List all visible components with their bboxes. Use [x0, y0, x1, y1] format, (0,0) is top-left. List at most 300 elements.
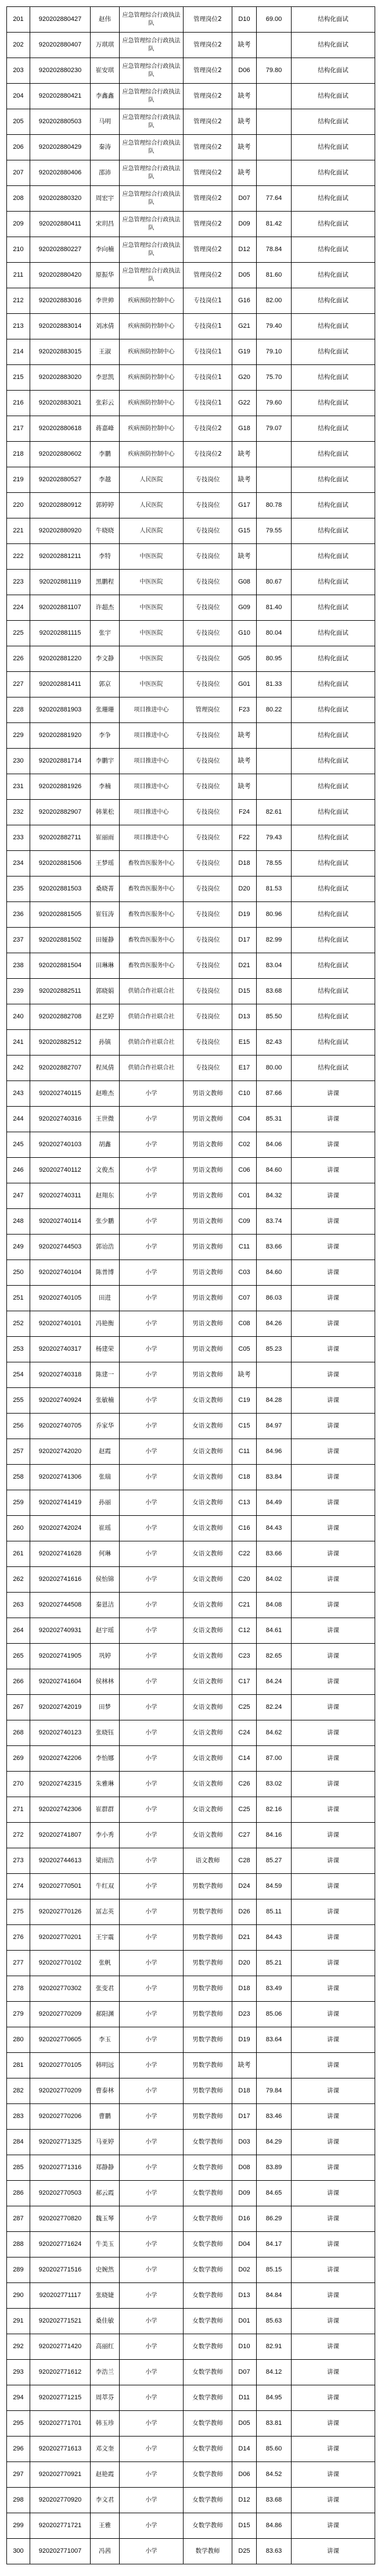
table-row	[7, 186, 375, 212]
interview-type-cell: 讲课	[292, 1414, 375, 1439]
interview-type-cell: 讲课	[292, 1541, 375, 1567]
position-cell: 女语文教师	[184, 1516, 232, 1541]
candidate-name-cell: 魏玉琴	[91, 2206, 120, 2232]
candidate-name-cell: 孙丽	[91, 1490, 120, 1516]
candidate-id-cell: 920202880227	[30, 237, 91, 263]
score-cell: 84.17	[257, 2232, 292, 2257]
recruiting-unit-cell: 小学	[120, 2385, 184, 2411]
seat-number-cell: C28	[232, 1848, 257, 1874]
table-row	[7, 2257, 375, 2283]
candidate-name-cell: 韩明远	[91, 2053, 120, 2078]
seat-number-cell: D09	[232, 2181, 257, 2206]
row-number-cell: 233	[7, 825, 30, 851]
table-row	[7, 2309, 375, 2334]
row-number-cell: 241	[7, 1030, 30, 1056]
recruiting-unit-cell: 小学	[120, 2002, 184, 2027]
interview-type-cell: 讲课	[292, 1695, 375, 1720]
candidate-id-cell: 920202881506	[30, 851, 91, 876]
candidate-id-cell: 920202770605	[30, 2027, 91, 2053]
interview-type-cell: 讲课	[292, 1899, 375, 1925]
seat-number-cell: D20	[232, 876, 257, 902]
interview-type-cell: 讲课	[292, 2283, 375, 2309]
interview-type-cell: 讲课	[292, 1567, 375, 1593]
position-cell: 专技岗位	[184, 876, 232, 902]
candidate-name-cell: 李鹏	[91, 442, 120, 467]
candidate-id-cell: 920202882707	[30, 1056, 91, 1081]
recruiting-unit-cell: 小学	[120, 1388, 184, 1414]
position-cell: 女语文教师	[184, 1797, 232, 1823]
interview-type-cell: 讲课	[292, 1081, 375, 1107]
candidate-name-cell: 程凤倩	[91, 1056, 120, 1081]
candidate-id-cell: 920202883021	[30, 391, 91, 416]
table-row	[7, 1311, 375, 1337]
interview-type-cell: 讲课	[292, 1465, 375, 1490]
seat-number-cell: D06	[232, 2462, 257, 2488]
row-number-cell: 280	[7, 2027, 30, 2053]
candidate-name-cell: 文俊杰	[91, 1158, 120, 1183]
recruiting-unit-cell: 小学	[120, 1235, 184, 1260]
seat-number-cell: G09	[232, 595, 257, 621]
row-number-cell: 214	[7, 339, 30, 365]
row-number-cell: 223	[7, 570, 30, 595]
table-row	[7, 1362, 375, 1388]
candidate-id-cell: 920202770201	[30, 1925, 91, 1951]
candidate-name-cell: 崔瑶	[91, 1516, 120, 1541]
candidate-name-cell: 李世帅	[91, 288, 120, 314]
interview-type-cell: 结构化面试	[292, 416, 375, 442]
seat-number-cell: 缺考	[232, 109, 257, 135]
seat-number-cell: C21	[232, 1593, 257, 1618]
candidate-name-cell: 李浩兰	[91, 2360, 120, 2385]
recruiting-unit-cell: 项目推进中心	[120, 800, 184, 825]
candidate-id-cell: 920202771701	[30, 2411, 91, 2437]
recruiting-unit-cell: 小学	[120, 2437, 184, 2462]
candidate-id-cell: 920202880406	[30, 160, 91, 186]
interview-type-cell: 讲课	[292, 2206, 375, 2232]
candidate-name-cell: 韩莱松	[91, 800, 120, 825]
table-row	[7, 876, 375, 902]
candidate-id-cell: 920202740112	[30, 1158, 91, 1183]
seat-number-cell: D10	[232, 2334, 257, 2360]
score-cell: 80.78	[257, 493, 292, 518]
recruiting-unit-cell: 小学	[120, 2334, 184, 2360]
seat-number-cell: 缺考	[232, 160, 257, 186]
score-cell: 87.66	[257, 1081, 292, 1107]
score-cell: 83.81	[257, 2411, 292, 2437]
recruiting-unit-cell: 小学	[120, 1746, 184, 1772]
position-cell: 专技岗位	[184, 774, 232, 800]
position-cell: 管理岗位2	[184, 135, 232, 160]
seat-number-cell: G01	[232, 672, 257, 697]
candidate-id-cell: 920202740931	[30, 1618, 91, 1644]
seat-number-cell: F22	[232, 825, 257, 851]
table-row	[7, 621, 375, 646]
table-row	[7, 237, 375, 263]
table-row	[7, 1848, 375, 1874]
score-cell: 82.65	[257, 1644, 292, 1669]
score-cell: 82.91	[257, 2334, 292, 2360]
seat-number-cell: C10	[232, 1081, 257, 1107]
recruiting-unit-cell: 小学	[120, 2539, 184, 2564]
seat-number-cell: D12	[232, 237, 257, 263]
table-row	[7, 2385, 375, 2411]
row-number-cell: 212	[7, 288, 30, 314]
candidate-name-cell: 原振华	[91, 263, 120, 288]
seat-number-cell: 缺考	[232, 544, 257, 570]
seat-number-cell: D10	[232, 7, 257, 33]
candidate-id-cell: 920202740104	[30, 1260, 91, 1286]
table-row	[7, 2488, 375, 2513]
table-row	[7, 135, 375, 160]
recruiting-unit-cell: 疾病预防控制中心	[120, 365, 184, 391]
row-number-cell: 252	[7, 1311, 30, 1337]
interview-type-cell: 讲课	[292, 1209, 375, 1235]
recruiting-unit-cell: 小学	[120, 1362, 184, 1388]
score-cell: 84.60	[257, 1260, 292, 1286]
position-cell: 专技岗位	[184, 749, 232, 774]
seat-number-cell: C12	[232, 1618, 257, 1644]
position-cell: 男语文教师	[184, 1235, 232, 1260]
score-cell: 82.61	[257, 800, 292, 825]
seat-number-cell: G10	[232, 621, 257, 646]
position-cell: 女数学教师	[184, 2257, 232, 2283]
row-number-cell: 266	[7, 1669, 30, 1695]
seat-number-cell: D18	[232, 851, 257, 876]
candidate-name-cell: 李越	[91, 467, 120, 493]
table-row	[7, 1925, 375, 1951]
row-number-cell: 300	[7, 2539, 30, 2564]
seat-number-cell: F24	[232, 800, 257, 825]
seat-number-cell: 缺考	[232, 723, 257, 749]
table-row	[7, 1797, 375, 1823]
position-cell: 女语文教师	[184, 1720, 232, 1746]
recruiting-unit-cell: 应急管理综合行政执法队	[120, 263, 184, 288]
position-cell: 管理岗位2	[184, 263, 232, 288]
candidate-id-cell: 920202880421	[30, 84, 91, 109]
candidate-id-cell: 920202880429	[30, 135, 91, 160]
recruiting-unit-cell: 小学	[120, 1260, 184, 1286]
candidate-id-cell: 920202880618	[30, 416, 91, 442]
table-row	[7, 1746, 375, 1772]
candidate-name-cell: 秦涛	[91, 135, 120, 160]
row-number-cell: 281	[7, 2053, 30, 2078]
score-cell: 84.59	[257, 1874, 292, 1899]
candidate-name-cell: 曹泰林	[91, 2078, 120, 2104]
row-number-cell: 273	[7, 1848, 30, 1874]
seat-number-cell: G17	[232, 493, 257, 518]
position-cell: 女数学教师	[184, 2411, 232, 2437]
recruiting-unit-cell: 中医医院	[120, 621, 184, 646]
candidate-name-cell: 乔家华	[91, 1414, 120, 1439]
candidate-name-cell: 陈普博	[91, 1260, 120, 1286]
position-cell: 女数学教师	[184, 2181, 232, 2206]
candidate-name-cell: 邓文奎	[91, 2437, 120, 2462]
table-row	[7, 1030, 375, 1056]
row-number-cell: 219	[7, 467, 30, 493]
score-cell	[257, 774, 292, 800]
candidate-id-cell: 920202883014	[30, 314, 91, 339]
score-cell: 86.29	[257, 2206, 292, 2232]
recruiting-unit-cell: 中医医院	[120, 672, 184, 697]
row-number-cell: 271	[7, 1797, 30, 1823]
score-cell: 85.21	[257, 1951, 292, 1976]
table-row	[7, 2437, 375, 2462]
position-cell: 男语文教师	[184, 1362, 232, 1388]
position-cell: 专技岗位	[184, 493, 232, 518]
candidate-id-cell: 920202882511	[30, 979, 91, 1004]
candidate-id-cell: 920202770105	[30, 2053, 91, 2078]
table-row	[7, 1567, 375, 1593]
score-cell: 81.40	[257, 595, 292, 621]
table-row	[7, 1337, 375, 1362]
table-row	[7, 1899, 375, 1925]
recruiting-unit-cell: 应急管理综合行政执法队	[120, 186, 184, 212]
interview-type-cell: 讲课	[292, 2360, 375, 2385]
position-cell: 男语文教师	[184, 1337, 232, 1362]
interview-type-cell: 讲课	[292, 2257, 375, 2283]
interview-type-cell: 讲课	[292, 1439, 375, 1465]
position-cell: 管理岗位2	[184, 7, 232, 33]
row-number-cell: 226	[7, 646, 30, 672]
score-cell: 85.06	[257, 2002, 292, 2027]
row-number-cell: 246	[7, 1158, 30, 1183]
position-cell: 女数学教师	[184, 2462, 232, 2488]
interview-type-cell: 讲课	[292, 2002, 375, 2027]
position-cell: 女语文教师	[184, 1490, 232, 1516]
candidate-id-cell: 920202881211	[30, 544, 91, 570]
table-row	[7, 2206, 375, 2232]
candidate-id-cell: 920202744508	[30, 1593, 91, 1618]
row-number-cell: 275	[7, 1899, 30, 1925]
candidate-name-cell: 王雅	[91, 2513, 120, 2539]
table-row	[7, 1056, 375, 1081]
candidate-name-cell: 田梦	[91, 1695, 120, 1720]
score-cell: 75.70	[257, 365, 292, 391]
interview-type-cell: 讲课	[292, 1644, 375, 1669]
seat-number-cell: C05	[232, 1337, 257, 1362]
position-cell: 专技岗位	[184, 1030, 232, 1056]
seat-number-cell: D15	[232, 979, 257, 1004]
interview-type-cell: 结构化面试	[292, 518, 375, 544]
row-number-cell: 208	[7, 186, 30, 212]
candidate-name-cell: 胡鑫	[91, 1132, 120, 1158]
recruiting-unit-cell: 小学	[120, 1644, 184, 1669]
table-row	[7, 2155, 375, 2181]
score-cell: 78.55	[257, 851, 292, 876]
interview-type-cell: 结构化面试	[292, 237, 375, 263]
score-cell: 84.29	[257, 2130, 292, 2155]
candidate-id-cell: 920202881119	[30, 570, 91, 595]
recruiting-unit-cell: 小学	[120, 1337, 184, 1362]
candidate-name-cell: 田琳琳	[91, 953, 120, 979]
score-cell: 80.96	[257, 902, 292, 928]
candidate-id-cell: 920202880427	[30, 7, 91, 33]
candidate-name-cell: 冨志英	[91, 1899, 120, 1925]
position-cell: 专技岗位	[184, 1056, 232, 1081]
row-number-cell: 276	[7, 1925, 30, 1951]
row-number-cell: 279	[7, 2002, 30, 2027]
seat-number-cell: D05	[232, 263, 257, 288]
row-number-cell: 230	[7, 749, 30, 774]
table-row	[7, 365, 375, 391]
candidate-id-cell: 920202882711	[30, 825, 91, 851]
candidate-id-cell: 920202771521	[30, 2309, 91, 2334]
score-cell: 84.84	[257, 2283, 292, 2309]
seat-number-cell: D13	[232, 2283, 257, 2309]
candidate-name-cell: 崔安琪	[91, 58, 120, 84]
row-number-cell: 242	[7, 1056, 30, 1081]
position-cell: 专技岗位1	[184, 339, 232, 365]
candidate-id-cell: 920202742024	[30, 1516, 91, 1541]
recruiting-unit-cell: 项目推进中心	[120, 723, 184, 749]
row-number-cell: 253	[7, 1337, 30, 1362]
candidate-id-cell: 920202883016	[30, 288, 91, 314]
recruiting-unit-cell: 小学	[120, 1695, 184, 1720]
candidate-name-cell: 张变君	[91, 1976, 120, 2002]
interview-type-cell: 讲课	[292, 2155, 375, 2181]
recruiting-unit-cell: 人民医院	[120, 518, 184, 544]
seat-number-cell: C14	[232, 1746, 257, 1772]
seat-number-cell: C16	[232, 1516, 257, 1541]
row-number-cell: 235	[7, 876, 30, 902]
recruiting-unit-cell: 小学	[120, 1951, 184, 1976]
score-cell: 87.00	[257, 1746, 292, 1772]
row-number-cell: 256	[7, 1414, 30, 1439]
recruiting-unit-cell: 畜牧兽医服务中心	[120, 953, 184, 979]
row-number-cell: 288	[7, 2232, 30, 2257]
seat-number-cell: D20	[232, 1951, 257, 1976]
recruiting-unit-cell: 小学	[120, 2411, 184, 2437]
table-row	[7, 1669, 375, 1695]
interview-type-cell: 讲课	[292, 2078, 375, 2104]
score-cell: 79.07	[257, 416, 292, 442]
row-number-cell: 274	[7, 1874, 30, 1899]
seat-number-cell: C23	[232, 1644, 257, 1669]
recruiting-unit-cell: 小学	[120, 2232, 184, 2257]
candidate-name-cell: 巩婷	[91, 1644, 120, 1669]
score-table	[6, 6, 375, 2564]
candidate-id-cell: 920202881505	[30, 902, 91, 928]
interview-type-cell: 讲课	[292, 1235, 375, 1260]
position-cell: 管理岗位2	[184, 109, 232, 135]
recruiting-unit-cell: 小学	[120, 1772, 184, 1797]
candidate-id-cell: 920202770102	[30, 1951, 91, 1976]
seat-number-cell: D24	[232, 1874, 257, 1899]
row-number-cell: 220	[7, 493, 30, 518]
candidate-id-cell: 920202880230	[30, 58, 91, 84]
row-number-cell: 240	[7, 1004, 30, 1030]
seat-number-cell: D03	[232, 2130, 257, 2155]
position-cell: 女语文教师	[184, 1465, 232, 1490]
interview-type-cell: 讲课	[292, 2181, 375, 2206]
row-number-cell: 278	[7, 1976, 30, 2002]
position-cell: 专技岗位	[184, 851, 232, 876]
interview-type-cell: 结构化面试	[292, 749, 375, 774]
seat-number-cell: D25	[232, 2539, 257, 2564]
seat-number-cell: D06	[232, 58, 257, 84]
table-row	[7, 1465, 375, 1490]
candidate-name-cell: 赵唯杰	[91, 1081, 120, 1107]
interview-type-cell: 讲课	[292, 1618, 375, 1644]
score-cell: 84.12	[257, 2360, 292, 2385]
score-cell: 83.66	[257, 1541, 292, 1567]
seat-number-cell: G18	[232, 416, 257, 442]
candidate-name-cell: 崔丽雨	[91, 825, 120, 851]
position-cell: 女数学教师	[184, 2360, 232, 2385]
candidate-name-cell: 李鑫鑫	[91, 84, 120, 109]
position-cell: 男数学教师	[184, 1951, 232, 1976]
position-cell: 专技岗位1	[184, 314, 232, 339]
candidate-id-cell: 920202881926	[30, 774, 91, 800]
candidate-id-cell: 920202740316	[30, 1107, 91, 1132]
score-cell: 81.42	[257, 212, 292, 237]
seat-number-cell: D19	[232, 2027, 257, 2053]
table-row	[7, 442, 375, 467]
table-row	[7, 416, 375, 442]
row-number-cell: 201	[7, 7, 30, 33]
interview-type-cell: 讲课	[292, 2053, 375, 2078]
row-number-cell: 211	[7, 263, 30, 288]
recruiting-unit-cell: 小学	[120, 2130, 184, 2155]
score-cell: 84.08	[257, 1593, 292, 1618]
candidate-name-cell: 张晓钰	[91, 1720, 120, 1746]
recruiting-unit-cell: 小学	[120, 1593, 184, 1618]
row-number-cell: 210	[7, 237, 30, 263]
score-cell: 79.55	[257, 518, 292, 544]
candidate-name-cell: 崔钰涛	[91, 902, 120, 928]
candidate-id-cell: 920202881714	[30, 749, 91, 774]
seat-number-cell: D15	[232, 2513, 257, 2539]
table-row	[7, 1516, 375, 1541]
candidate-id-cell: 920202882907	[30, 800, 91, 825]
candidate-id-cell: 920202883015	[30, 339, 91, 365]
candidate-id-cell: 920202770209	[30, 2002, 91, 2027]
position-cell: 女数学教师	[184, 2283, 232, 2309]
table-row	[7, 288, 375, 314]
score-cell	[257, 442, 292, 467]
position-cell: 专技岗位2	[184, 442, 232, 467]
position-cell: 女语文教师	[184, 1593, 232, 1618]
interview-type-cell: 讲课	[292, 2462, 375, 2488]
row-number-cell: 297	[7, 2462, 30, 2488]
seat-number-cell: 缺考	[232, 467, 257, 493]
recruiting-unit-cell: 中医医院	[120, 595, 184, 621]
candidate-id-cell: 920202741807	[30, 1823, 91, 1848]
candidate-id-cell: 920202744503	[30, 1235, 91, 1260]
interview-type-cell: 讲课	[292, 1107, 375, 1132]
candidate-id-cell: 920202770920	[30, 2488, 91, 2513]
position-cell: 管理岗位2	[184, 84, 232, 109]
seat-number-cell: D11	[232, 2385, 257, 2411]
score-cell: 84.28	[257, 1388, 292, 1414]
score-cell: 84.60	[257, 1158, 292, 1183]
table-row	[7, 1874, 375, 1899]
seat-number-cell: D02	[232, 2257, 257, 2283]
position-cell: 专技岗位	[184, 646, 232, 672]
position-cell: 专技岗位	[184, 570, 232, 595]
score-cell: 85.60	[257, 2437, 292, 2462]
recruiting-unit-cell: 小学	[120, 2462, 184, 2488]
candidate-id-cell: 920202880420	[30, 263, 91, 288]
table-row	[7, 2078, 375, 2104]
seat-number-cell: D07	[232, 2360, 257, 2385]
candidate-name-cell: 黑鹏程	[91, 570, 120, 595]
seat-number-cell: C08	[232, 1311, 257, 1337]
position-cell: 女数学教师	[184, 2130, 232, 2155]
interview-type-cell: 讲课	[292, 1286, 375, 1311]
seat-number-cell: C11	[232, 1235, 257, 1260]
candidate-id-cell: 920202881903	[30, 697, 91, 723]
